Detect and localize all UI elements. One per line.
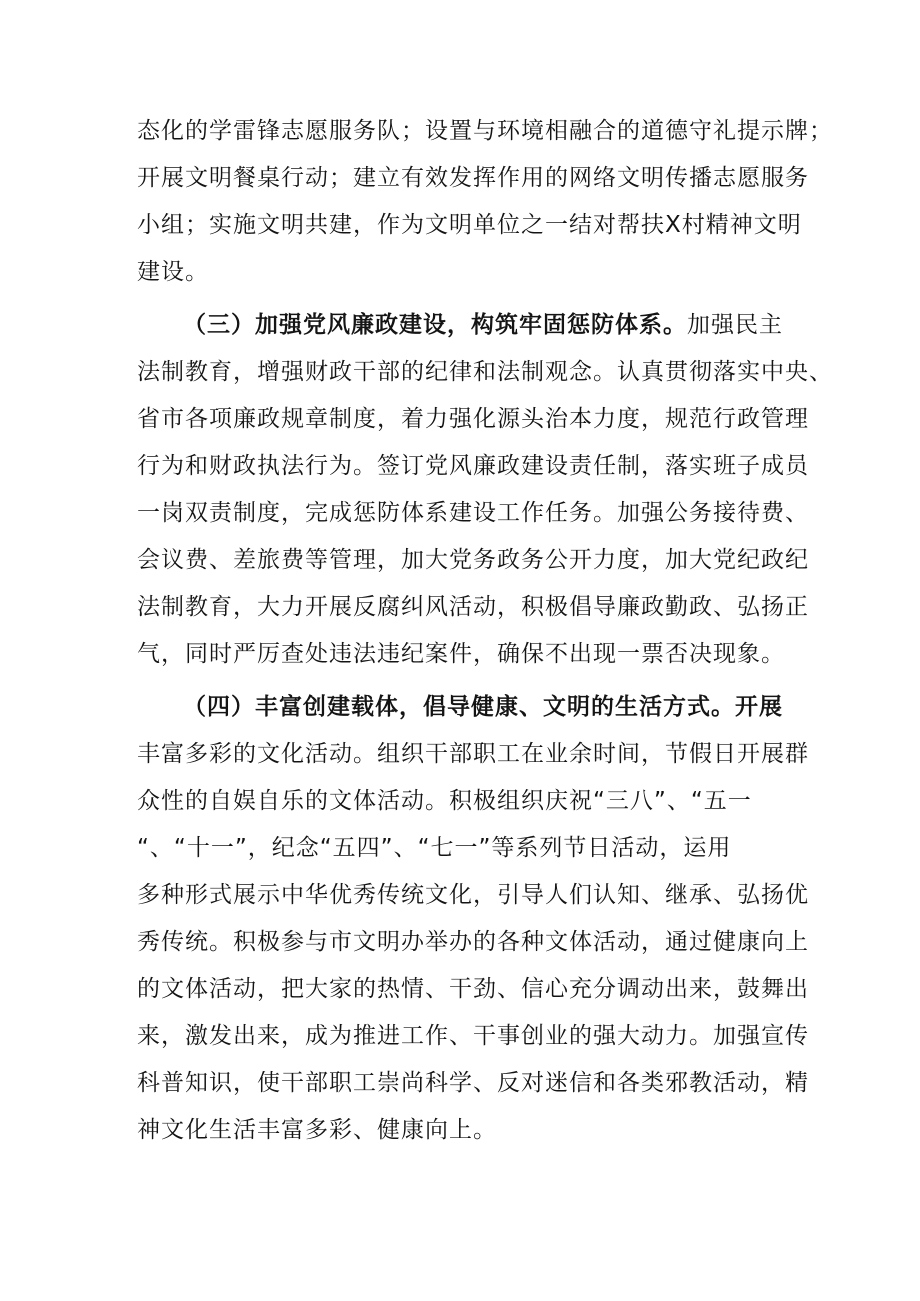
- line-text: 秀传统。积极参与市文明办举办的各种文体活动，通过健康向上: [137, 929, 809, 955]
- line-text: 行为和财政执法行为。签订党风廉政建设责任制，落实班子成员: [137, 453, 809, 479]
- text-line: [137, 778, 787, 825]
- line-text: 多种形式展示中华优秀传统文化，引导人们认知、继承、弘扬优: [137, 882, 809, 908]
- line-text: 神文化生活丰富多彩、健康向上。: [137, 1117, 497, 1143]
- text-line: [137, 919, 809, 966]
- line-text: 法制教育，增强财政干部的纪律和法制观念。认真贯彻落实中央、: [137, 359, 833, 385]
- line-text: 一岗双责制度，完成惩防体系建设工作任务。加强公务接待费、: [137, 500, 809, 526]
- text-line: [137, 490, 809, 537]
- paragraph-continuation: [137, 108, 833, 296]
- line-text: 气，同时严厉查处违法违纪案件，确保不出现一票否决现象。: [137, 641, 785, 667]
- text-line: [137, 155, 809, 202]
- line-text: 开展文明餐桌行动；建立有效发挥作用的网络文明传播志愿服务: [137, 165, 809, 191]
- paragraph-section-4: [137, 684, 809, 1154]
- text-line: [137, 537, 809, 584]
- text-line: [137, 1013, 809, 1060]
- text-line: [137, 966, 809, 1013]
- line-text: 丰富多彩的文化活动。组织干部职工在业余时间，节假日开展群: [137, 741, 809, 767]
- text-line: [137, 249, 787, 296]
- text-line: [137, 202, 802, 249]
- line-text: 的文体活动，把大家的热情、干劲、信心充分调动出来，鼓舞出: [137, 976, 809, 1002]
- text-line: [137, 631, 787, 678]
- text-line: [137, 396, 809, 443]
- line-text: 众性的自娱自乐的文体活动。积极组织庆祝“三八”、“五一: [137, 788, 752, 814]
- line-text: 加强民主: [687, 312, 783, 338]
- text-line: [137, 731, 809, 778]
- line-text: 省市各项廉政规章制度，着力强化源头治本力度，规范行政管理: [137, 406, 809, 432]
- text-line: [137, 349, 833, 396]
- text-line: [137, 108, 833, 155]
- paragraph-section-3: [137, 302, 833, 678]
- text-line: [137, 443, 809, 490]
- text-line: [137, 1107, 787, 1154]
- section-heading: （四）丰富创建载体，倡导健康、文明的生活方式。开展: [183, 694, 783, 720]
- text-line: [137, 302, 787, 349]
- text-line: [137, 1060, 809, 1107]
- section-heading: （三）加强党风廉政建设，构筑牢固惩防体系。: [183, 312, 687, 338]
- document-body: [137, 108, 833, 1154]
- line-text: 建设。: [137, 259, 209, 285]
- line-text: 会议费、差旅费等管理，加大党务政务公开力度，加大党纪政纪: [137, 547, 809, 573]
- line-text: 法制教育，大力开展反腐纠风活动，积极倡导廉政勤政、弘扬正: [137, 594, 809, 620]
- text-line: [137, 825, 787, 872]
- line-text: “、“十一”，纪念“五四”、“七一”等系列节日活动，运用: [137, 835, 732, 861]
- line-text: 小组；实施文明共建，作为文明单位之一结对帮扶X村精神文明: [137, 212, 802, 238]
- text-line: [137, 684, 787, 731]
- line-text: 态化的学雷锋志愿服务队；设置与环境相融合的道德守礼提示牌；: [137, 118, 833, 144]
- line-text: 科普知识，使干部职工崇尚科学、反对迷信和各类邪教活动，精: [137, 1070, 809, 1096]
- text-line: [137, 872, 809, 919]
- line-text: 来，激发出来，成为推进工作、干事创业的强大动力。加强宣传: [137, 1023, 809, 1049]
- text-line: [137, 584, 809, 631]
